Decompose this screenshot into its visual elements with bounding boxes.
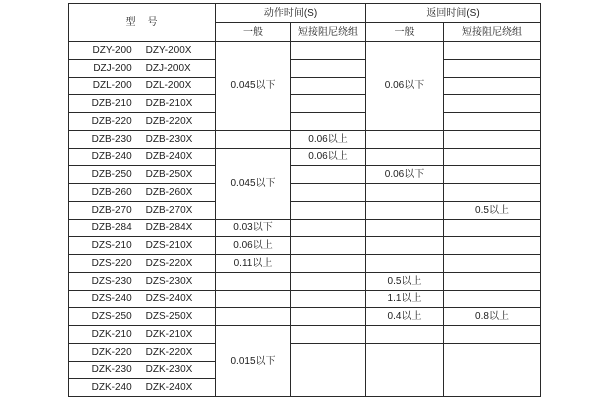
action-damping-cell <box>291 237 366 255</box>
return-general-cell: 0.4以上 <box>366 308 444 326</box>
header-action-time: 动作时间(S) <box>216 4 366 23</box>
model-name-primary: DZB-284 <box>91 222 132 234</box>
model-cell <box>69 130 216 148</box>
model-name-primary: DZB-210 <box>91 98 132 110</box>
model-name-variant: DZB-230X <box>145 133 193 145</box>
model-cell <box>69 379 216 397</box>
model-name-variant: DZB-260X <box>145 186 193 198</box>
table-row <box>69 272 541 290</box>
table-row <box>69 113 541 131</box>
model-name-variant: DZK-230X <box>145 364 193 376</box>
return-general-cell <box>366 237 444 255</box>
table-row <box>69 77 541 95</box>
model-cell <box>69 113 216 131</box>
table-row <box>69 130 541 148</box>
model-cell <box>69 77 216 95</box>
model-name-primary: DZK-210 <box>91 328 132 340</box>
header-action-damping: 短接阻尼绕组 <box>291 23 366 42</box>
header-action-general: 一般 <box>216 23 291 42</box>
model-cell <box>69 148 216 166</box>
model-name-primary: DZY-200 <box>92 44 132 56</box>
table-row <box>69 59 541 77</box>
model-name-variant: DZL-200X <box>145 80 192 92</box>
model-name-variant: DZS-220X <box>145 257 193 269</box>
return-damping-cell <box>444 77 541 95</box>
model-name-variant: DZB-220X <box>145 115 193 127</box>
header-return-time: 返回时间(S) <box>366 4 541 23</box>
action-damping-cell <box>291 308 366 326</box>
action-general-cell <box>216 290 291 308</box>
model-name-variant: DZS-210X <box>145 240 193 252</box>
model-name-primary: DZB-270 <box>91 204 132 216</box>
action-general-cell: 0.045以下 <box>216 148 291 219</box>
model-name-primary: DZB-230 <box>91 133 132 145</box>
table-row <box>69 95 541 113</box>
return-damping-cell <box>444 130 541 148</box>
action-damping-cell: 0.06以上 <box>291 130 366 148</box>
return-general-cell <box>366 184 444 202</box>
return-general-cell <box>366 326 444 344</box>
model-name-variant: DZS-240X <box>145 293 193 305</box>
return-general-cell: 0.5以上 <box>366 272 444 290</box>
model-name-primary: DZS-240 <box>91 293 132 305</box>
table-row <box>69 343 541 361</box>
model-name-variant: DZB-250X <box>145 169 193 181</box>
action-damping-cell <box>291 219 366 237</box>
return-damping-cell <box>444 290 541 308</box>
action-damping-cell <box>291 326 366 344</box>
table-row <box>69 148 541 166</box>
model-cell <box>69 290 216 308</box>
action-damping-cell <box>291 77 366 95</box>
action-general-cell <box>216 272 291 290</box>
model-name-primary: DZB-250 <box>91 169 132 181</box>
action-damping-cell <box>291 272 366 290</box>
action-general-cell: 0.03以下 <box>216 219 291 237</box>
table-row <box>69 255 541 273</box>
model-name-primary: DZK-220 <box>91 346 132 358</box>
action-damping-cell <box>291 184 366 202</box>
model-name-primary: DZS-230 <box>91 275 132 287</box>
return-damping-cell <box>444 237 541 255</box>
return-general-cell <box>366 219 444 237</box>
table-row <box>69 290 541 308</box>
model-name-primary: DZK-240 <box>91 382 132 394</box>
model-name-variant: DZS-250X <box>145 311 193 323</box>
model-name-variant: DZB-284X <box>145 222 193 234</box>
action-general-cell: 0.11以上 <box>216 255 291 273</box>
action-general-cell <box>216 308 291 326</box>
model-name-primary: DZS-210 <box>91 240 132 252</box>
return-damping-cell <box>444 59 541 77</box>
model-name-primary: DZS-220 <box>91 257 132 269</box>
return-damping-cell: 0.8以上 <box>444 308 541 326</box>
action-damping-cell <box>291 166 366 184</box>
model-cell <box>69 166 216 184</box>
action-damping-cell <box>291 59 366 77</box>
model-cell <box>69 184 216 202</box>
model-name-variant: DZK-220X <box>145 346 193 358</box>
model-name-variant: DZK-240X <box>145 382 193 394</box>
table-row <box>69 166 541 184</box>
model-cell <box>69 343 216 361</box>
action-general-cell <box>216 130 291 148</box>
model-cell <box>69 255 216 273</box>
table-row <box>69 219 541 237</box>
header-model: 型 号 <box>69 4 216 42</box>
action-damping-cell <box>291 201 366 219</box>
return-damping-cell <box>444 113 541 131</box>
model-cell <box>69 272 216 290</box>
header-return-general: 一般 <box>366 23 444 42</box>
return-damping-cell <box>444 95 541 113</box>
return-damping-cell <box>444 219 541 237</box>
return-damping-cell <box>444 272 541 290</box>
return-damping-cell <box>444 343 541 396</box>
action-general-cell: 0.045以下 <box>216 42 291 131</box>
header-row-1 <box>69 4 541 23</box>
model-name-variant: DZJ-200X <box>145 62 191 74</box>
table-row <box>69 326 541 344</box>
table-row <box>69 237 541 255</box>
model-cell <box>69 361 216 379</box>
return-damping-cell <box>444 326 541 344</box>
table-row <box>69 308 541 326</box>
model-name-primary: DZJ-200 <box>93 62 132 74</box>
model-cell <box>69 95 216 113</box>
model-cell <box>69 219 216 237</box>
action-damping-cell <box>291 113 366 131</box>
model-name-variant: DZY-200X <box>145 44 192 56</box>
action-damping-cell <box>291 290 366 308</box>
return-damping-cell <box>444 184 541 202</box>
return-general-cell <box>366 201 444 219</box>
model-name-variant: DZK-210X <box>145 328 193 340</box>
table-row <box>69 42 541 60</box>
model-cell <box>69 42 216 60</box>
model-cell <box>69 59 216 77</box>
header-return-damping: 短接阻尼绕组 <box>444 23 541 42</box>
relay-timing-table <box>68 3 541 397</box>
model-cell <box>69 308 216 326</box>
action-damping-cell <box>291 343 366 396</box>
action-damping-cell <box>291 255 366 273</box>
return-damping-cell <box>444 166 541 184</box>
model-name-primary: DZB-240 <box>91 151 132 163</box>
return-general-cell <box>366 148 444 166</box>
action-general-cell: 0.06以上 <box>216 237 291 255</box>
model-cell <box>69 201 216 219</box>
model-name-variant: DZB-240X <box>145 151 193 163</box>
model-name-primary: DZB-260 <box>91 186 132 198</box>
return-damping-cell <box>444 255 541 273</box>
model-name-primary: DZB-220 <box>91 115 132 127</box>
return-general-cell <box>366 255 444 273</box>
model-name-primary: DZS-250 <box>91 311 132 323</box>
return-general-cell <box>366 130 444 148</box>
model-name-variant: DZB-210X <box>145 98 193 110</box>
model-name-primary: DZL-200 <box>92 80 132 92</box>
table-row <box>69 201 541 219</box>
model-name-primary: DZK-230 <box>91 364 132 376</box>
return-damping-cell <box>444 148 541 166</box>
model-name-variant: DZS-230X <box>145 275 193 287</box>
action-general-cell: 0.015以下 <box>216 326 291 397</box>
return-damping-cell <box>444 42 541 60</box>
model-cell <box>69 237 216 255</box>
table-row <box>69 184 541 202</box>
return-general-cell: 0.06以下 <box>366 166 444 184</box>
return-general-cell: 0.06以下 <box>366 42 444 131</box>
action-damping-cell <box>291 42 366 60</box>
model-name-variant: DZB-270X <box>145 204 193 216</box>
model-cell <box>69 326 216 344</box>
action-damping-cell <box>291 95 366 113</box>
return-general-cell: 1.1以上 <box>366 290 444 308</box>
action-damping-cell: 0.06以上 <box>291 148 366 166</box>
return-general-cell <box>366 343 444 396</box>
return-damping-cell: 0.5以上 <box>444 201 541 219</box>
